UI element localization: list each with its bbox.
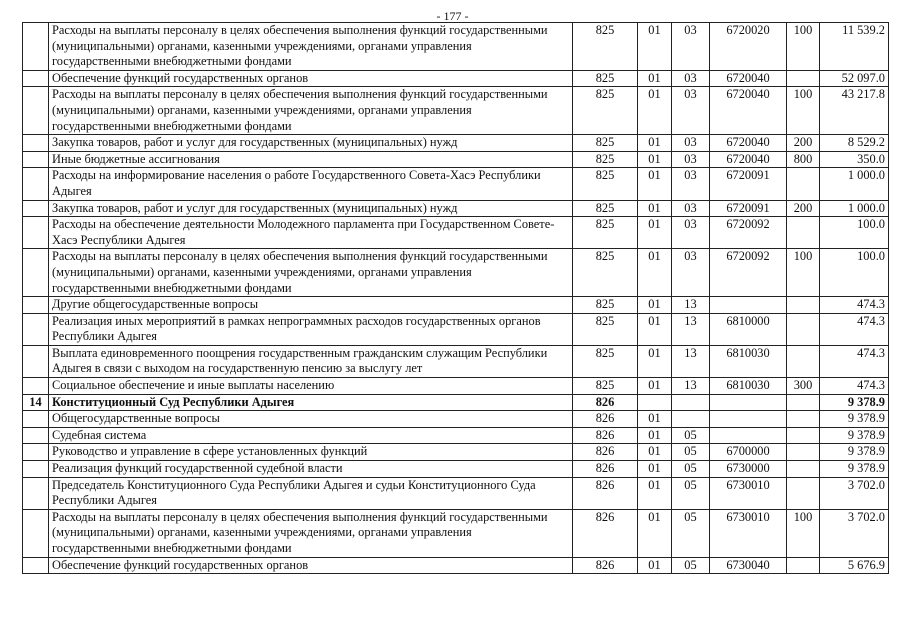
section-code: 01 (638, 477, 672, 509)
table-row (23, 378, 889, 395)
subsection-code: 03 (672, 87, 710, 135)
row-number (23, 87, 49, 135)
row-number (23, 461, 49, 478)
table-row (23, 70, 889, 87)
amount: 3 702.0 (820, 477, 889, 509)
amount: 474.3 (820, 345, 889, 377)
expense-name: Расходы на выплаты персоналу в целях обеспечения выполнения функций государственными (муниципальными) органами, казенными учреждениями, органами управления государственными внебюджетными фондами (49, 509, 573, 557)
subsection-code: 03 (672, 168, 710, 200)
row-number (23, 168, 49, 200)
department-code: 825 (573, 297, 638, 314)
expense-name: Обеспечение функций государственных органов (49, 557, 573, 574)
subsection-code: 03 (672, 217, 710, 249)
target-article-code: 6720040 (710, 151, 787, 168)
table-row (23, 313, 889, 345)
expense-name: Социальное обеспечение и иные выплаты населению (49, 378, 573, 395)
department-code: 825 (573, 168, 638, 200)
expense-type-code: 100 (787, 249, 820, 297)
expense-name: Общегосударственные вопросы (49, 411, 573, 428)
target-article-code: 6730000 (710, 461, 787, 478)
row-number: 14 (23, 394, 49, 411)
table-row (23, 168, 889, 200)
amount: 43 217.8 (820, 87, 889, 135)
amount: 1 000.0 (820, 168, 889, 200)
expense-type-code (787, 461, 820, 478)
expense-name: Расходы на выплаты персоналу в целях обеспечения выполнения функций государственными (муниципальными) органами, казенными учреждениями, органами управления государственными внебюджетными фондами (49, 249, 573, 297)
amount: 3 702.0 (820, 509, 889, 557)
section-code: 01 (638, 297, 672, 314)
table-row (23, 557, 889, 574)
target-article-code: 6730010 (710, 509, 787, 557)
row-number (23, 313, 49, 345)
target-article-code: 6720020 (710, 23, 787, 71)
expense-type-code (787, 557, 820, 574)
amount: 9 378.9 (820, 461, 889, 478)
section-code: 01 (638, 200, 672, 217)
page-number: - 177 - (436, 9, 469, 23)
department-code: 826 (573, 411, 638, 428)
table-row (23, 461, 889, 478)
section-code: 01 (638, 87, 672, 135)
table-row (23, 477, 889, 509)
table-row (23, 345, 889, 377)
amount: 9 378.9 (820, 394, 889, 411)
expense-type-code: 800 (787, 151, 820, 168)
target-article-code: 6720040 (710, 135, 787, 152)
target-article-code: 6810000 (710, 313, 787, 345)
amount: 350.0 (820, 151, 889, 168)
department-code: 825 (573, 135, 638, 152)
expense-type-code (787, 70, 820, 87)
amount: 9 378.9 (820, 444, 889, 461)
target-article-code: 6810030 (710, 345, 787, 377)
department-code: 825 (573, 313, 638, 345)
expense-name: Судебная система (49, 427, 573, 444)
expense-name: Председатель Конституционного Суда Республики Адыгея и судьи Конституционного Суда Республики Адыгея (49, 477, 573, 509)
section-code: 01 (638, 70, 672, 87)
row-number (23, 345, 49, 377)
department-code: 826 (573, 461, 638, 478)
subsection-code: 03 (672, 23, 710, 71)
department-code: 825 (573, 249, 638, 297)
row-number (23, 200, 49, 217)
expense-name: Расходы на информирование населения о работе Государственного Совета-Хасэ Республики Адыгея (49, 168, 573, 200)
expense-type-code (787, 444, 820, 461)
table-row (23, 23, 889, 71)
target-article-code: 6720040 (710, 70, 787, 87)
department-code: 826 (573, 427, 638, 444)
department-code: 826 (573, 557, 638, 574)
subsection-code: 03 (672, 70, 710, 87)
department-code: 826 (573, 509, 638, 557)
expense-name: Реализация иных мероприятий в рамках непрограммных расходов государственных органов Республики Адыгея (49, 313, 573, 345)
expense-name: Расходы на обеспечение деятельности Молодежного парламента при Государственном Совете-Хасэ Республики Адыгея (49, 217, 573, 249)
table-row (23, 217, 889, 249)
subsection-code: 05 (672, 477, 710, 509)
target-article-code: 6720091 (710, 200, 787, 217)
amount: 474.3 (820, 378, 889, 395)
row-number (23, 151, 49, 168)
row-number (23, 444, 49, 461)
expense-name: Расходы на выплаты персоналу в целях обеспечения выполнения функций государственными (муниципальными) органами, казенными учреждениями, органами управления государственными внебюджетными фондами (49, 23, 573, 71)
expense-type-code (787, 313, 820, 345)
subsection-code: 13 (672, 345, 710, 377)
department-code: 825 (573, 70, 638, 87)
table-row (23, 151, 889, 168)
target-article-code: 6810030 (710, 378, 787, 395)
target-article-code (710, 394, 787, 411)
amount: 52 097.0 (820, 70, 889, 87)
target-article-code: 6730010 (710, 477, 787, 509)
department-code: 825 (573, 23, 638, 71)
section-code: 01 (638, 135, 672, 152)
section-code: 01 (638, 378, 672, 395)
section-code: 01 (638, 151, 672, 168)
expense-type-code: 200 (787, 135, 820, 152)
target-article-code: 6720091 (710, 168, 787, 200)
table-row (23, 249, 889, 297)
table-row (23, 509, 889, 557)
target-article-code: 6720092 (710, 217, 787, 249)
amount: 9 378.9 (820, 411, 889, 428)
amount: 1 000.0 (820, 200, 889, 217)
section-code: 01 (638, 345, 672, 377)
row-number (23, 378, 49, 395)
table-row (23, 444, 889, 461)
row-number (23, 509, 49, 557)
department-code: 825 (573, 200, 638, 217)
section-code: 01 (638, 168, 672, 200)
budget-table (22, 22, 889, 574)
amount: 8 529.2 (820, 135, 889, 152)
department-code: 825 (573, 378, 638, 395)
subsection-code: 13 (672, 378, 710, 395)
subsection-code: 03 (672, 135, 710, 152)
expense-name: Закупка товаров, работ и услуг для государственных (муниципальных) нужд (49, 200, 573, 217)
expense-name: Обеспечение функций государственных органов (49, 70, 573, 87)
expense-type-code (787, 297, 820, 314)
section-code: 01 (638, 23, 672, 71)
section-code: 01 (638, 313, 672, 345)
expense-type-code: 100 (787, 87, 820, 135)
section-code: 01 (638, 444, 672, 461)
expense-name: Другие общегосударственные вопросы (49, 297, 573, 314)
department-code: 826 (573, 444, 638, 461)
subsection-code: 05 (672, 444, 710, 461)
section-code: 01 (638, 217, 672, 249)
row-number (23, 23, 49, 71)
subsection-code: 05 (672, 557, 710, 574)
section-code (638, 394, 672, 411)
expense-type-code: 100 (787, 23, 820, 71)
target-article-code (710, 411, 787, 428)
row-number (23, 217, 49, 249)
department-code: 825 (573, 87, 638, 135)
target-article-code: 6700000 (710, 444, 787, 461)
row-number (23, 411, 49, 428)
subsection-code: 13 (672, 313, 710, 345)
row-number (23, 557, 49, 574)
table-row (23, 297, 889, 314)
amount: 100.0 (820, 217, 889, 249)
expense-name: Выплата единовременного поощрения государственным гражданским служащим Республики Адыгея в связи с выходом на государственную пенсию за выслугу лет (49, 345, 573, 377)
row-number (23, 297, 49, 314)
amount: 474.3 (820, 313, 889, 345)
table-row (23, 200, 889, 217)
department-code: 825 (573, 217, 638, 249)
section-code: 01 (638, 411, 672, 428)
expense-name: Расходы на выплаты персоналу в целях обеспечения выполнения функций государственными (муниципальными) органами, казенными учреждениями, органами управления государственными внебюджетными фондами (49, 87, 573, 135)
section-code: 01 (638, 557, 672, 574)
expense-name: Руководство и управление в сфере установленных функций (49, 444, 573, 461)
department-code: 825 (573, 345, 638, 377)
expense-name: Реализация функций государственной судебной власти (49, 461, 573, 478)
section-code: 01 (638, 249, 672, 297)
table-row (23, 427, 889, 444)
expense-type-code (787, 411, 820, 428)
department-code: 826 (573, 394, 638, 411)
table-row (23, 394, 889, 411)
expense-type-code (787, 217, 820, 249)
target-article-code: 6730040 (710, 557, 787, 574)
row-number (23, 427, 49, 444)
expense-type-code (787, 168, 820, 200)
target-article-code (710, 297, 787, 314)
row-number (23, 249, 49, 297)
expense-name: Иные бюджетные ассигнования (49, 151, 573, 168)
expense-type-code: 200 (787, 200, 820, 217)
target-article-code: 6720040 (710, 87, 787, 135)
subsection-code: 05 (672, 461, 710, 478)
target-article-code (710, 427, 787, 444)
row-number (23, 70, 49, 87)
expense-type-code: 100 (787, 509, 820, 557)
row-number (23, 477, 49, 509)
budget-table-body (23, 23, 889, 574)
expense-name: Конституционный Суд Республики Адыгея (49, 394, 573, 411)
section-code: 01 (638, 461, 672, 478)
table-row (23, 411, 889, 428)
subsection-code: 03 (672, 249, 710, 297)
expense-type-code (787, 345, 820, 377)
expense-name: Закупка товаров, работ и услуг для государственных (муниципальных) нужд (49, 135, 573, 152)
table-row (23, 135, 889, 152)
amount: 100.0 (820, 249, 889, 297)
department-code: 825 (573, 151, 638, 168)
subsection-code (672, 411, 710, 428)
amount: 474.3 (820, 297, 889, 314)
subsection-code: 03 (672, 200, 710, 217)
amount: 5 676.9 (820, 557, 889, 574)
expense-type-code: 300 (787, 378, 820, 395)
subsection-code: 05 (672, 509, 710, 557)
target-article-code: 6720092 (710, 249, 787, 297)
expense-type-code (787, 477, 820, 509)
subsection-code (672, 394, 710, 411)
expense-type-code (787, 394, 820, 411)
expense-type-code (787, 427, 820, 444)
amount: 9 378.9 (820, 427, 889, 444)
section-code: 01 (638, 509, 672, 557)
subsection-code: 13 (672, 297, 710, 314)
row-number (23, 135, 49, 152)
subsection-code: 05 (672, 427, 710, 444)
subsection-code: 03 (672, 151, 710, 168)
amount: 11 539.2 (820, 23, 889, 71)
department-code: 826 (573, 477, 638, 509)
table-row (23, 87, 889, 135)
section-code: 01 (638, 427, 672, 444)
